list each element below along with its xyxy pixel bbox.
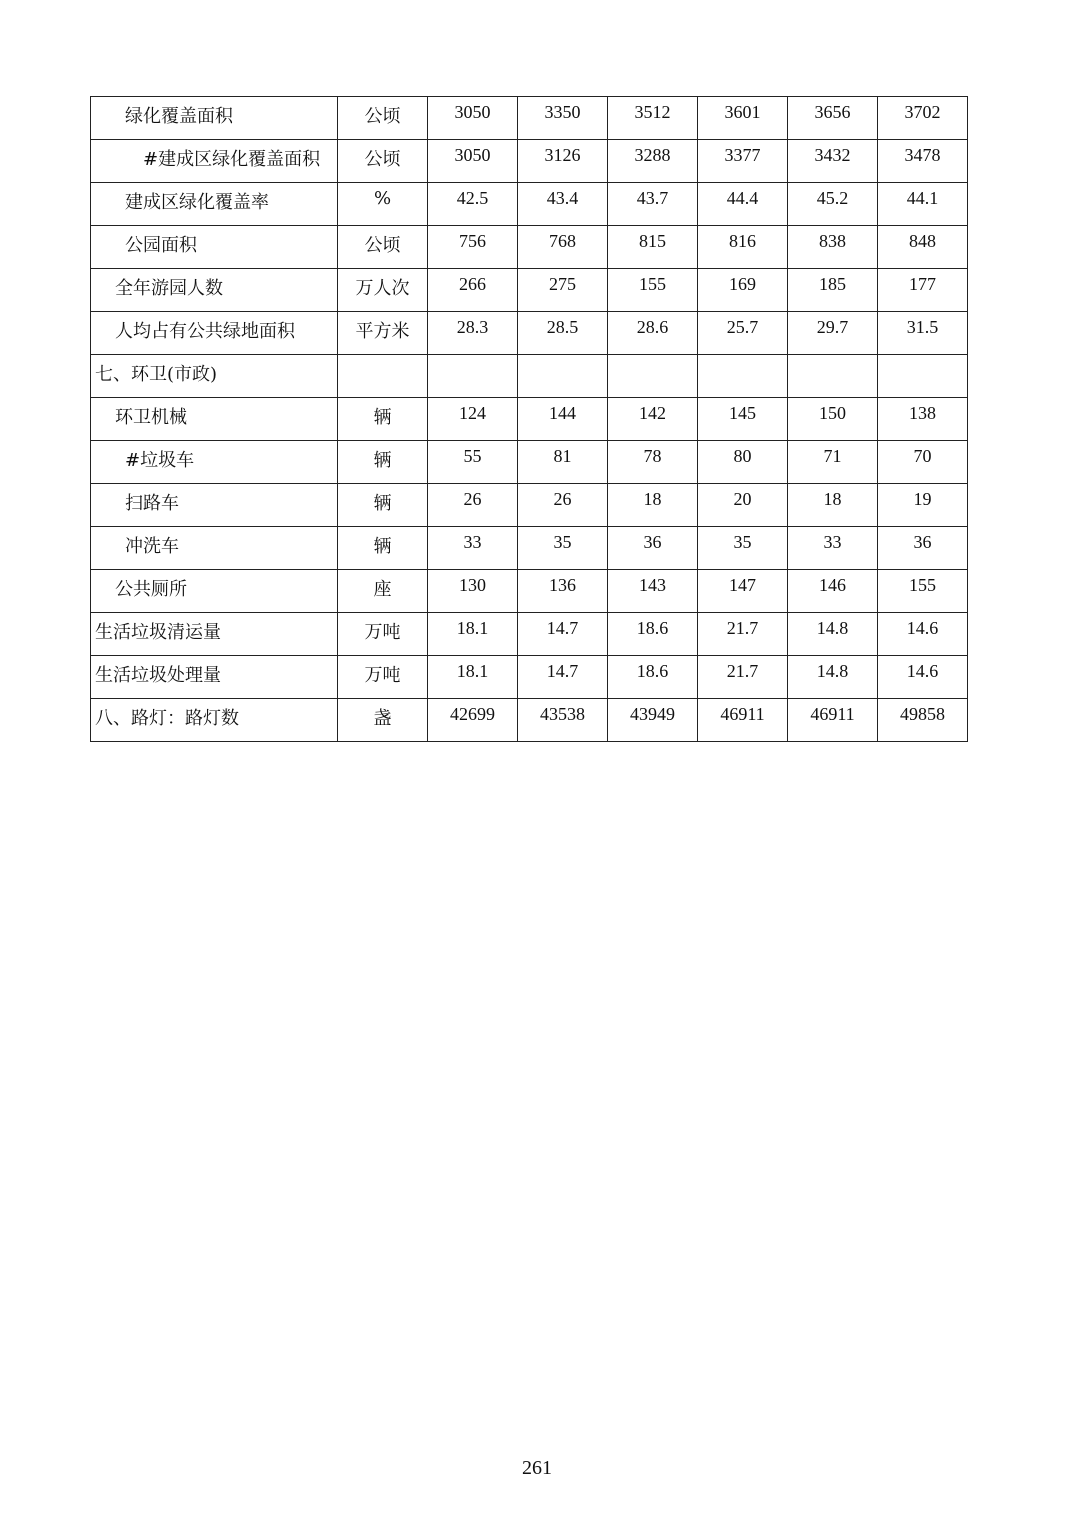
row-value: 78 [608, 441, 698, 484]
row-value: 14.6 [878, 656, 968, 699]
row-value: 28.3 [428, 312, 518, 355]
row-value: 46911 [698, 699, 788, 742]
row-value: 80 [698, 441, 788, 484]
row-unit: 盏 [338, 699, 428, 742]
row-value: 756 [428, 226, 518, 269]
row-value: 838 [788, 226, 878, 269]
statistics-table [90, 96, 968, 742]
row-value: 28.5 [518, 312, 608, 355]
row-unit: 万人次 [338, 269, 428, 312]
table-row [91, 613, 968, 656]
page-number: 261 [522, 1457, 552, 1479]
row-value: 145 [698, 398, 788, 441]
row-value [878, 355, 968, 398]
row-value: 14.6 [878, 613, 968, 656]
table-body [91, 97, 968, 742]
row-value: 14.7 [518, 656, 608, 699]
row-item-label: 全年游园人数 [91, 269, 338, 312]
row-value: 44.1 [878, 183, 968, 226]
row-value: 3656 [788, 97, 878, 140]
row-value: 46911 [788, 699, 878, 742]
table-row [91, 97, 968, 140]
table-row [91, 183, 968, 226]
row-item-label: 绿化覆盖面积 [91, 97, 338, 140]
row-item-label: 八、路灯：路灯数 [91, 699, 338, 742]
row-value: 18.6 [608, 656, 698, 699]
row-value: 150 [788, 398, 878, 441]
row-value: 155 [878, 570, 968, 613]
row-value: 130 [428, 570, 518, 613]
row-value: 33 [788, 527, 878, 570]
row-unit: 公顷 [338, 97, 428, 140]
row-value: 3050 [428, 97, 518, 140]
row-value: 848 [878, 226, 968, 269]
row-value: 71 [788, 441, 878, 484]
row-value: 35 [518, 527, 608, 570]
row-value: 49858 [878, 699, 968, 742]
row-value: 147 [698, 570, 788, 613]
row-value: 768 [518, 226, 608, 269]
row-unit: 平方米 [338, 312, 428, 355]
row-item-label: 公园面积 [91, 226, 338, 269]
row-value: 275 [518, 269, 608, 312]
row-item-label: 人均占有公共绿地面积 [91, 312, 338, 355]
row-value: 25.7 [698, 312, 788, 355]
row-item-label: 七、环卫(市政) [91, 355, 338, 398]
row-value [428, 355, 518, 398]
row-unit: % [338, 183, 428, 226]
row-value: 142 [608, 398, 698, 441]
row-value: 26 [518, 484, 608, 527]
row-value: 3126 [518, 140, 608, 183]
row-value: 18.1 [428, 613, 518, 656]
row-value: 18.6 [608, 613, 698, 656]
row-value [788, 355, 878, 398]
row-value: 20 [698, 484, 788, 527]
row-value: 18 [608, 484, 698, 527]
row-value: 124 [428, 398, 518, 441]
row-item-label: 生活垃圾清运量 [91, 613, 338, 656]
row-value [518, 355, 608, 398]
row-value: 35 [698, 527, 788, 570]
row-value: 26 [428, 484, 518, 527]
row-value: 19 [878, 484, 968, 527]
row-value: 138 [878, 398, 968, 441]
row-value: 146 [788, 570, 878, 613]
row-value: 55 [428, 441, 518, 484]
row-unit: 辆 [338, 398, 428, 441]
row-value: 3288 [608, 140, 698, 183]
row-value: 144 [518, 398, 608, 441]
row-value: 3702 [878, 97, 968, 140]
row-value: 185 [788, 269, 878, 312]
row-value: 816 [698, 226, 788, 269]
row-value: 14.8 [788, 656, 878, 699]
table-row [91, 527, 968, 570]
table-row [91, 441, 968, 484]
row-value: 155 [608, 269, 698, 312]
row-value: 3377 [698, 140, 788, 183]
row-unit: 辆 [338, 484, 428, 527]
row-value: 45.2 [788, 183, 878, 226]
row-value: 18 [788, 484, 878, 527]
row-unit: 万吨 [338, 656, 428, 699]
row-value: 43.4 [518, 183, 608, 226]
row-item-label: #垃圾车 [91, 441, 338, 484]
table-row [91, 484, 968, 527]
row-value: 70 [878, 441, 968, 484]
row-value [698, 355, 788, 398]
row-value: 143 [608, 570, 698, 613]
row-value: 29.7 [788, 312, 878, 355]
table-row [91, 312, 968, 355]
row-unit: 公顷 [338, 140, 428, 183]
row-value: 14.8 [788, 613, 878, 656]
row-value: 136 [518, 570, 608, 613]
table-row [91, 226, 968, 269]
row-value: 36 [608, 527, 698, 570]
row-item-label: #建成区绿化覆盖面积 [91, 140, 338, 183]
row-value: 43949 [608, 699, 698, 742]
row-value: 44.4 [698, 183, 788, 226]
row-value: 31.5 [878, 312, 968, 355]
row-value: 3350 [518, 97, 608, 140]
row-value: 36 [878, 527, 968, 570]
row-item-label: 冲洗车 [91, 527, 338, 570]
row-item-label: 扫路车 [91, 484, 338, 527]
row-value: 3432 [788, 140, 878, 183]
table-row [91, 355, 968, 398]
row-value: 43.7 [608, 183, 698, 226]
table-row [91, 269, 968, 312]
row-value: 21.7 [698, 656, 788, 699]
row-value: 42699 [428, 699, 518, 742]
row-value: 3478 [878, 140, 968, 183]
row-unit: 座 [338, 570, 428, 613]
row-value: 21.7 [698, 613, 788, 656]
row-unit: 万吨 [338, 613, 428, 656]
row-value: 18.1 [428, 656, 518, 699]
row-value: 3512 [608, 97, 698, 140]
row-unit: 辆 [338, 527, 428, 570]
row-value: 33 [428, 527, 518, 570]
row-value: 177 [878, 269, 968, 312]
row-value: 266 [428, 269, 518, 312]
row-value: 43538 [518, 699, 608, 742]
row-value: 81 [518, 441, 608, 484]
table-row [91, 699, 968, 742]
row-unit: 公顷 [338, 226, 428, 269]
row-item-label: 生活垃圾处理量 [91, 656, 338, 699]
row-value: 42.5 [428, 183, 518, 226]
row-value: 3050 [428, 140, 518, 183]
row-value [608, 355, 698, 398]
row-value: 14.7 [518, 613, 608, 656]
table-row [91, 140, 968, 183]
table-row [91, 570, 968, 613]
row-item-label: 公共厕所 [91, 570, 338, 613]
table-row [91, 656, 968, 699]
row-unit: 辆 [338, 441, 428, 484]
row-value: 3601 [698, 97, 788, 140]
row-value: 28.6 [608, 312, 698, 355]
row-value: 815 [608, 226, 698, 269]
row-item-label: 环卫机械 [91, 398, 338, 441]
row-unit [338, 355, 428, 398]
row-item-label: 建成区绿化覆盖率 [91, 183, 338, 226]
row-value: 169 [698, 269, 788, 312]
table-row [91, 398, 968, 441]
